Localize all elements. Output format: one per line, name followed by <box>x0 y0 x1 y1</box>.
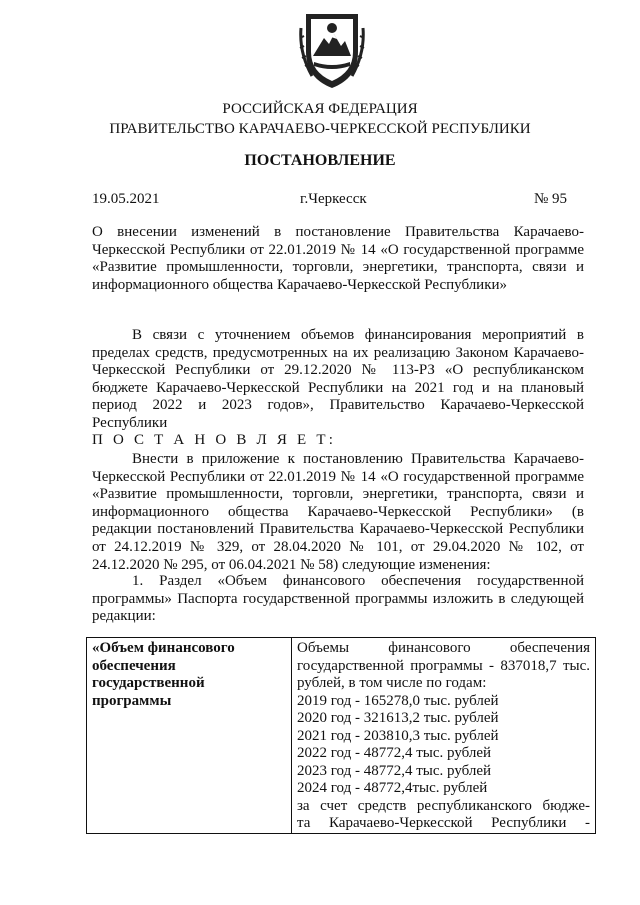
doc-date: 19.05.2021 <box>92 191 160 207</box>
financing-label-cell <box>87 638 292 834</box>
financing-label: «Объем финансового обеспечения государственной программы <box>92 640 235 709</box>
financing-intro: Объемы финансового обеспечения государственной программы - 837018,7 тыс. рублей, в том числе по годам: <box>297 640 590 691</box>
doc-type-title: ПОСТАНОВЛЕНИЕ <box>244 152 396 169</box>
doc-city: г.Черкесск <box>300 191 367 207</box>
year-line: 2019 год - 165278,0 тыс. рублей <box>297 692 499 709</box>
table-row <box>87 638 596 834</box>
country-title: РОССИЙСКАЯ ФЕДЕРАЦИЯ <box>222 101 418 117</box>
main-paragraph: Внести в приложение к постановлению Правительства Карачаево-Черкесской Республики от 22.01.2019 № 14 «О государственной программе «Развитие промышленности, торговли, энергетики, транспорта, связи и информационного общества Карачаево-Черкесской Республики» (в редакции постановлений Правительства Карачаево-Черкесской Республики от 24.12.2019 № 329, от 28.04.2020 № 101, от 29.04.2020 № 102, от 24.12.2020 № 295, от 06.04.2021 № 58) следующие изменения: <box>92 451 584 573</box>
year-line: 2020 год - 321613,2 тыс. рублей <box>297 710 499 726</box>
financing-value-cell <box>292 638 596 834</box>
year-line: 2023 год - 48772,4 тыс. рублей <box>297 762 492 779</box>
financing-table <box>86 637 596 834</box>
year-line: 2024 год - 48772,4тыс. рублей <box>297 780 488 796</box>
year-line: 2022 год - 48772,4 тыс. рублей <box>297 745 492 761</box>
doc-subject: О внесении изменений в постановление Правительства Карачаево-Черкесской Республики от 22.01.2019 № 14 «О государственной программе «Развитие промышленности, торговли, энергетики, транспорта, связи и информационного общества Карачаево-Черкесской Республики» <box>92 224 584 293</box>
item-1-paragraph: 1. Раздел «Объем финансового обеспечения государственной программы» Паспорта государственной программы изложить в следующей редакции: <box>92 573 584 625</box>
year-line: 2021 год - 203810,3 тыс. рублей <box>297 727 499 744</box>
resolves-heading: П О С Т А Н О В Л Я Е Т: <box>92 432 337 448</box>
coat-of-arms-icon <box>298 8 366 92</box>
funding-source-line-2: та Карачаево-Черкесской Республики - <box>297 815 590 831</box>
funding-source-line-1: за счет средств республиканского бюдже- <box>297 797 590 814</box>
preamble-paragraph: В связи с уточнением объемов финансирования мероприятий в пределах средств, предусмотренных на их реализацию Законом Карачаево-Черкесской Республики от 29.12.2020 № 113-РЗ «О республиканском бюджете Карачаево-Черкесской Республики на 2021 год и на плановый период 2022 и 2023 годов», Правительство Карачаево-Черкесской Республики <box>92 327 584 431</box>
doc-number: № 95 <box>534 191 568 207</box>
government-title: ПРАВИТЕЛЬСТВО КАРАЧАЕВО-ЧЕРКЕССКОЙ РЕСПУБЛИКИ <box>109 121 531 137</box>
